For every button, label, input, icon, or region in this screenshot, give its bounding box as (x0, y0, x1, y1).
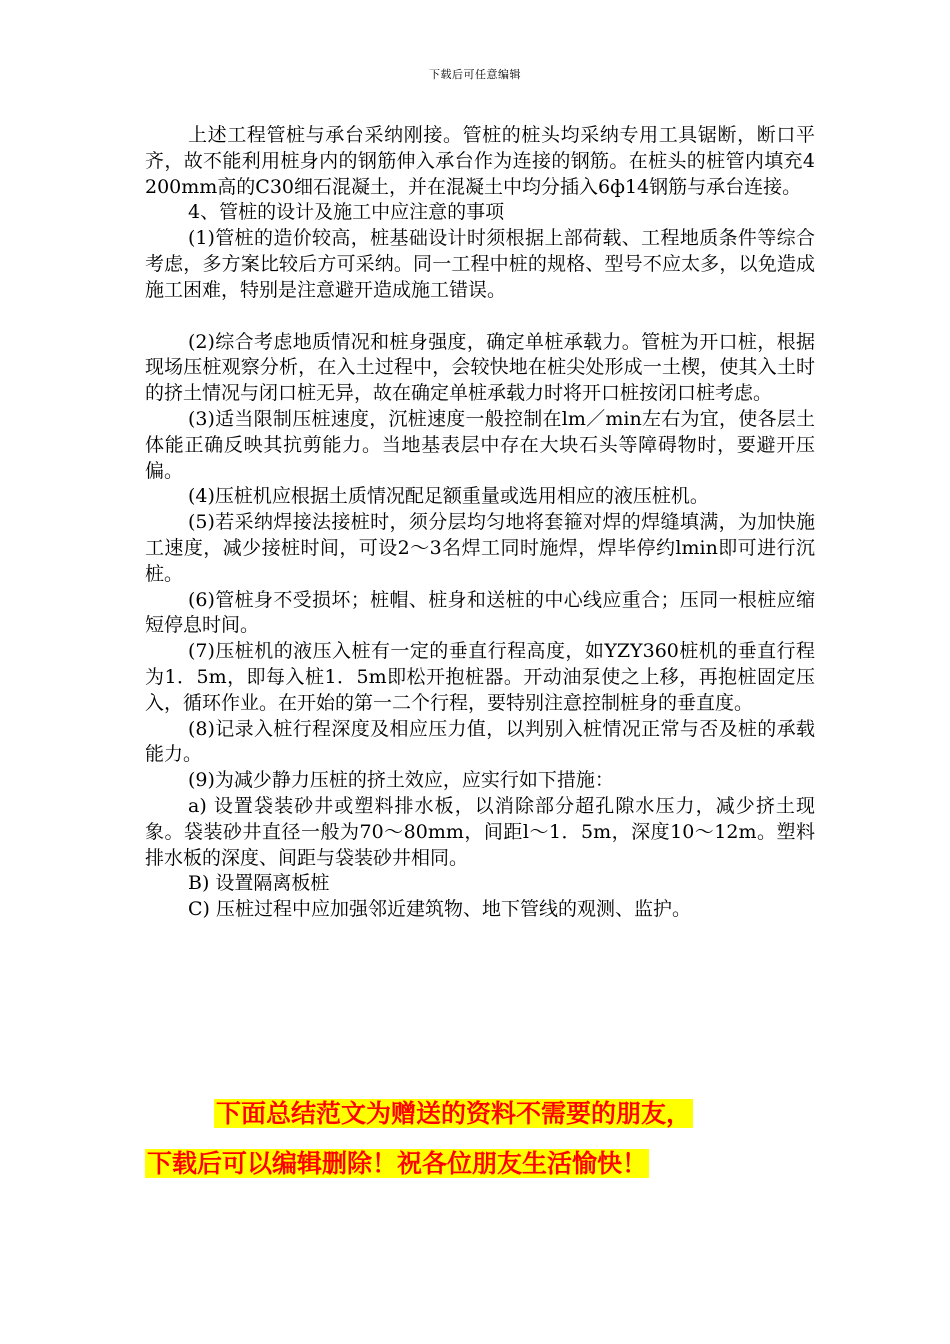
paragraph-measure-b: B) 设置隔离板桩 (188, 872, 330, 895)
section-heading-design-notes: 4、管桩的设计及施工中应注意的事项 (188, 201, 505, 224)
paragraph-item-1: (1)管桩的造价较高，桩基础设计时须根据上部荷载、工程地质条件等综合考虑，多方案比较后方可采纳。同一工程中桩的规格、型号不应太多，以免造成施工困难，特别是注意避开造成施工错误。 (145, 227, 815, 301)
promo-line-1-text: 下面总结范文为赠送的资料不需要的朋友， (216, 1099, 692, 1128)
paragraph-item-3: (3)适当限制压桩速度，沉桩速度一般控制在lm／min左右为宜，使各层土体能正确反映其抗剪能力。当地基表层中存在大块石头等障碍物时，要避开压偏。 (145, 407, 815, 482)
paragraph-item-6: (6)管桩身不受损坏；桩帽、桩身和送桩的中心线应重合；压同一根桩应缩短停息时间。 (145, 588, 815, 637)
paragraph-measure-c: C) 压桩过程中应加强邻近建筑物、地下管线的观测、监护。 (188, 898, 691, 921)
promo-line-2-text: 下载后可以编辑删除！祝各位朋友生活愉快！ (147, 1149, 648, 1178)
paragraph-item-5: (5)若采纳焊接法接桩时，须分层均匀地将套箍对焊的焊缝填满，为加快施工速度，减少接桩时间，可设2～3名焊工同时施焊，焊毕停约lmin即可进行沉桩。 (145, 511, 815, 585)
paragraph-item-2: (2)综合考虑地质情况和桩身强度，确定单桩承载力。管桩为开口桩，根据现场压桩观察分析，在入土过程中，会较快地在桩尖处形成一土楔，使其入土时的挤土情况与闭口桩无异，故在确定单桩承载力时将开口桩按闭口桩考虑。 (145, 330, 815, 405)
paragraph-item-8: (8)记录入桩行程深度及相应压力值，以判别入桩情况正常与否及桩的承载能力。 (145, 717, 815, 766)
promo-line-1 (0, 1098, 950, 1130)
document-body (145, 123, 815, 923)
paragraph-item-7: (7)压桩机的液压入桩有一定的垂直行程高度，如YZY360桩机的垂直行程为1．5m，即每入桩1．5m即松开抱桩器。开动油泵使之上移，再抱桩固定压入，循环作业。在开始的第一二个行程，要特别注意控制桩身的垂直度。 (145, 640, 815, 714)
promo-line-2 (0, 1148, 950, 1180)
paragraph-measure-a: a) 设置袋装砂井或塑料排水板，以消除部分超孔隙水压力，减少挤土现象。袋装砂井直径一般为70～80mm，间距l～1．5m，深度10～12m。塑料排水板的深度、间距与袋装砂井相同。 (145, 794, 815, 869)
paragraph-item-9: (9)为减少静力压桩的挤土效应，应实行如下措施： (188, 769, 614, 792)
page-header: 下载后可任意编辑 (429, 68, 521, 81)
paragraph-pile-connection: 上述工程管桩与承台采纳刚接。管桩的桩头均采纳专用工具锯断，断口平齐，故不能利用桩身内的钢筋伸入承台作为连接的钢筋。在桩头的桩管内填充4200mm高的C30细石混凝土，并在混凝土中均分插入6ф14钢筋与承台连接。 (145, 124, 815, 198)
paragraph-item-4: (4)压桩机应根据土质情况配足额重量或选用相应的液压桩机。 (188, 485, 709, 508)
